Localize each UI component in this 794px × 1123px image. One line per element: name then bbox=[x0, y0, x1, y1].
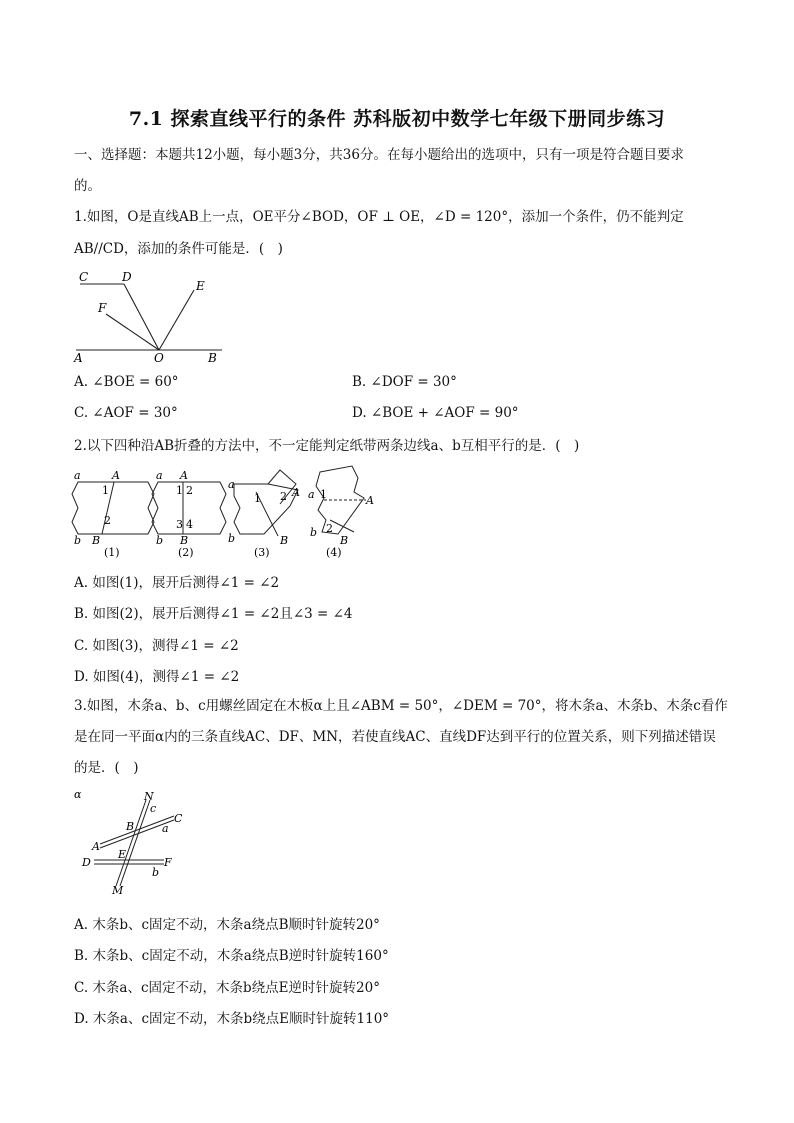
fig2-label-B: B bbox=[180, 534, 189, 547]
section-instructions-line2: 的。 bbox=[74, 178, 101, 194]
label-c: C bbox=[79, 270, 89, 284]
q3-label-D: D bbox=[82, 856, 91, 869]
segment-oe bbox=[159, 290, 194, 350]
fig2-label-a: a bbox=[156, 469, 163, 482]
fig4-label-A: A bbox=[366, 494, 374, 507]
caption-4: (4) bbox=[326, 546, 342, 559]
label-a: A bbox=[74, 351, 83, 364]
label-b: B bbox=[208, 351, 217, 364]
q2-option-c[interactable]: C. 如图(3)，测得∠1 = ∠2 bbox=[74, 638, 239, 654]
label-o: O bbox=[154, 351, 164, 364]
q3-label-M: M bbox=[112, 884, 124, 897]
q3-figure bbox=[70, 786, 200, 898]
fig1-label-1: 1 bbox=[102, 484, 109, 497]
q1-option-d[interactable]: D. ∠BOE + ∠AOF = 90° bbox=[352, 405, 519, 421]
fig1-label-a: a bbox=[74, 469, 81, 482]
caption-2: (2) bbox=[178, 546, 194, 559]
q3-label-E: E bbox=[118, 848, 127, 861]
fig4-label-a: a bbox=[308, 488, 315, 501]
fig2-label-2: 2 bbox=[186, 484, 193, 497]
fig2-label-3: 3 bbox=[176, 518, 183, 531]
caption-1: (1) bbox=[104, 546, 120, 559]
section-instructions-line1: 一、选择题：本题共12小题，每小题3分，共36分。在每小题给出的选项中，只有一项是符合题目要求 bbox=[74, 147, 684, 163]
q1-option-b[interactable]: B. ∠DOF = 30° bbox=[352, 374, 457, 390]
label-d: D bbox=[122, 270, 132, 284]
fig4-label-B: B bbox=[340, 534, 349, 547]
q3-label-A: A bbox=[92, 840, 100, 853]
q3-label-C: C bbox=[174, 812, 183, 825]
q3-option-d[interactable]: D. 木条a、c固定不动，木条b绕点E顺时针旋转110° bbox=[74, 1011, 390, 1027]
q3-label-c: c bbox=[150, 802, 157, 815]
fig2-label-1: 1 bbox=[176, 484, 183, 497]
q3-option-a[interactable]: A. 木条b、c固定不动，木条a绕点B顺时针旋转20° bbox=[74, 917, 380, 933]
q3-label-N: N bbox=[144, 790, 154, 803]
q3-label-B: B bbox=[126, 820, 135, 833]
q2-option-a[interactable]: A. 如图(1)，展开后测得∠1 = ∠2 bbox=[74, 575, 280, 591]
fig2-label-4: 4 bbox=[186, 518, 193, 531]
q3-stem-line2: 是在同一平面α内的三条直线AC、DF、MN，若使直线AC、直线DF达到平行的位置关系，则下列描述错误 bbox=[74, 729, 716, 745]
fig3-label-b: b bbox=[228, 532, 236, 545]
q2-option-d[interactable]: D. 如图(4)，测得∠1 = ∠2 bbox=[74, 669, 240, 685]
label-f: F bbox=[98, 301, 107, 315]
q3-option-b[interactable]: B. 木条b、c固定不动，木条a绕点B逆时针旋转160° bbox=[74, 948, 389, 964]
q3-label-a: a bbox=[162, 822, 169, 835]
fig3-label-a: a bbox=[228, 478, 235, 491]
q3-stem-line1: 3.如图，木条a、b、c用螺丝固定在木板α上且∠ABM = 50°，∠DEM = 70°，将木条a、木条b、木条c看作 bbox=[74, 698, 728, 714]
q3-label-alpha: α bbox=[74, 788, 82, 801]
q3-stem-line3: 的是．( ) bbox=[74, 760, 139, 776]
fig1-label-b: b bbox=[74, 534, 82, 547]
q1-option-a[interactable]: A. ∠BOE = 60° bbox=[74, 374, 179, 390]
q1-stem-line2: AB//CD，添加的条件可能是．( ) bbox=[74, 241, 283, 257]
fig3-label-B: B bbox=[280, 534, 289, 547]
q2-figure bbox=[68, 464, 388, 560]
segment-of bbox=[106, 314, 159, 350]
q1-option-c[interactable]: C. ∠AOF = 30° bbox=[74, 405, 178, 421]
fig4-label-b: b bbox=[310, 526, 318, 539]
fig4-label-1: 1 bbox=[320, 488, 327, 501]
q3-label-b: b bbox=[152, 866, 160, 879]
caption-3: (3) bbox=[254, 546, 270, 559]
label-e: E bbox=[196, 279, 205, 293]
q3-option-c[interactable]: C. 木条a、c固定不动，木条b绕点E逆时针旋转20° bbox=[74, 980, 380, 996]
q3-label-F: F bbox=[164, 856, 172, 869]
q1-figure bbox=[66, 266, 236, 364]
page-title: 7.1 探索直线平行的条件 苏科版初中数学七年级下册同步练习 bbox=[128, 108, 666, 130]
fig3-label-1: 1 bbox=[254, 492, 261, 505]
fig1-label-B: B bbox=[92, 534, 101, 547]
q1-stem-line1: 1.如图，O是直线AB上一点，OE平分∠BOD，OF ⊥ OE，∠D = 120°，添加一个条件，仍不能判定 bbox=[74, 209, 684, 225]
fig3-label-2: 2 bbox=[280, 490, 287, 503]
fig4-label-2: 2 bbox=[326, 522, 333, 535]
fig2-label-b: b bbox=[156, 534, 164, 547]
q2-stem-line1: 2.以下四种沿AB折叠的方法中，不一定能判定纸带两条边线a、b互相平行的是．( ) bbox=[74, 438, 580, 454]
fig1-label-A: A bbox=[112, 469, 120, 482]
fig3-label-A: A bbox=[292, 486, 300, 499]
q2-option-b[interactable]: B. 如图(2)，展开后测得∠1 = ∠2且∠3 = ∠4 bbox=[74, 606, 353, 622]
fig1-label-2: 2 bbox=[104, 514, 111, 527]
fig2-label-A: A bbox=[180, 469, 188, 482]
segment-do bbox=[124, 284, 159, 350]
